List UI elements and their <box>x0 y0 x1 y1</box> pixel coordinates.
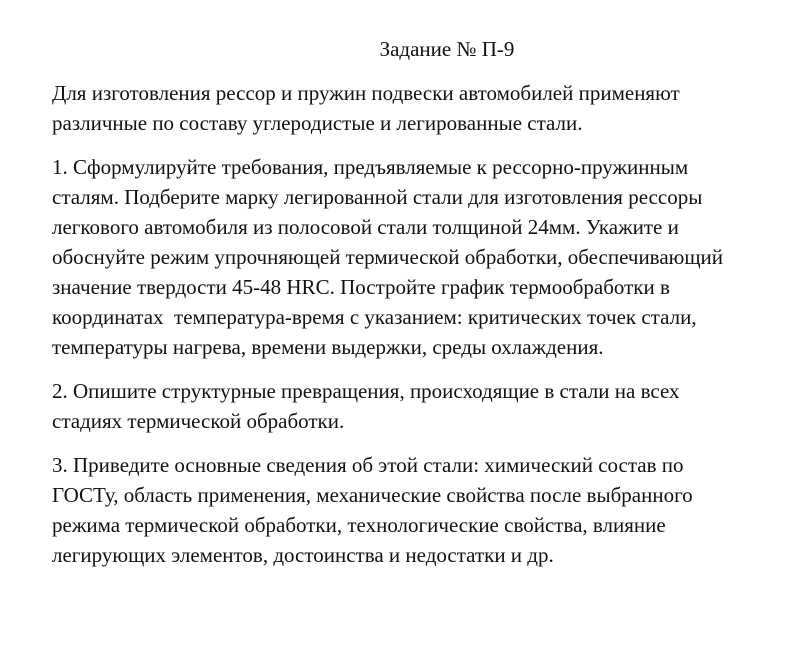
text-line: легирующих элементов, достоинства и недостатки и др. <box>52 543 554 567</box>
text-line: 2. Опишите структурные превращения, происходящие в стали на всех <box>52 379 680 403</box>
text-line: различные по составу углеродистые и легированные стали. <box>52 111 583 135</box>
task-2-paragraph <box>52 376 802 436</box>
text-line: координатах температура-время с указанием: критических точек стали, <box>52 305 697 329</box>
text-line: обоснуйте режим упрочняющей термической обработки, обеспечивающий <box>52 245 723 269</box>
task-1-paragraph <box>52 152 802 362</box>
text-line: сталям. Подберите марку легированной стали для изготовления рессоры <box>52 185 703 209</box>
text-line: стадиях термической обработки. <box>52 409 345 433</box>
text-line: 3. Приведите основные сведения об этой стали: химический состав по <box>52 453 684 477</box>
document-title: Задание № П-9 <box>379 37 515 61</box>
task-3-paragraph <box>52 450 802 570</box>
text-line: режима термической обработки, технологические свойства, влияние <box>52 513 666 537</box>
text-line: значение твердости 45-48 HRC. Постройте график термообработки в <box>52 275 670 299</box>
intro-paragraph <box>52 78 802 138</box>
text-line: Для изготовления рессор и пружин подвески автомобилей применяют <box>52 81 680 105</box>
text-line: ГОСТу, область применения, механические свойства после выбранного <box>52 483 693 507</box>
text-line: 1. Сформулируйте требования, предъявляемые к рессорно-пружинным <box>52 155 689 179</box>
text-line: легкового автомобиля из полосовой стали толщиной 24мм. Укажите и <box>52 215 679 239</box>
text-line: температуры нагрева, времени выдержки, среды охлаждения. <box>52 335 604 359</box>
